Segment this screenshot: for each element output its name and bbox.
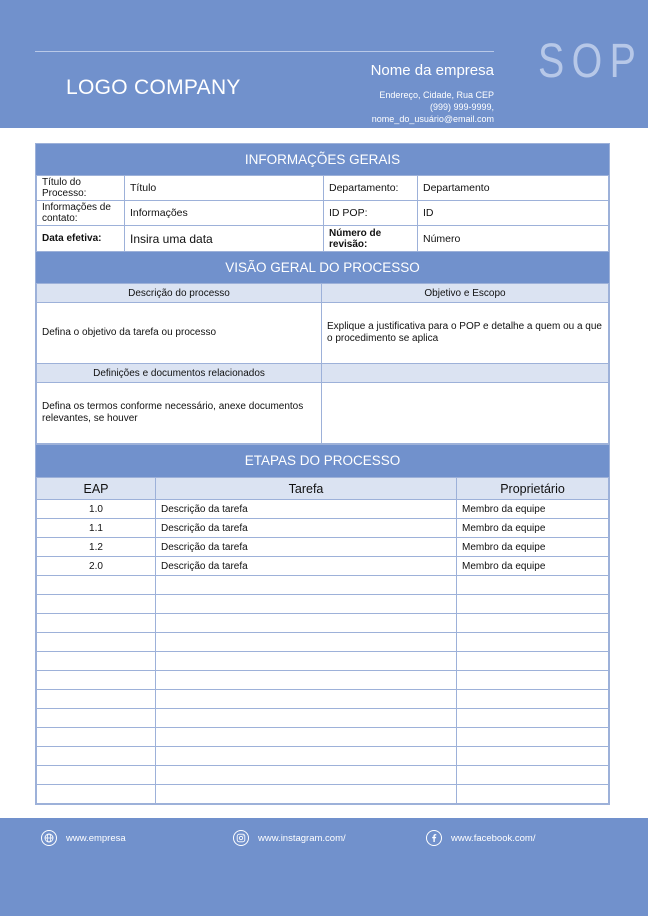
step-wbs-cell[interactable]	[37, 576, 156, 595]
company-contact	[372, 89, 494, 125]
step-row	[37, 671, 609, 690]
step-owner-cell[interactable]: Membro da equipe	[457, 500, 609, 519]
owner-header: Proprietário	[457, 478, 609, 500]
process-overview-table	[36, 283, 609, 444]
info-row	[37, 176, 609, 201]
step-wbs-cell[interactable]	[37, 766, 156, 785]
info-row	[37, 201, 609, 226]
process-title-field[interactable]: Título	[125, 176, 324, 201]
facebook-icon	[426, 830, 442, 846]
step-row	[37, 500, 609, 519]
revision-number-label: Número de revisão:	[324, 226, 418, 252]
step-task-cell[interactable]	[156, 709, 457, 728]
contact-info-label: Informações de contato:	[37, 201, 125, 226]
header-banner	[0, 0, 648, 128]
process-overview-title: VISÃO GERAL DO PROCESSO	[36, 252, 609, 283]
company-email: nome_do_usuário@email.com	[371, 114, 494, 124]
step-wbs-cell[interactable]: 1.0	[37, 500, 156, 519]
overview-body-row	[37, 303, 609, 364]
step-wbs-cell[interactable]	[37, 785, 156, 804]
step-task-cell[interactable]: Descrição da tarefa	[156, 500, 457, 519]
step-wbs-cell[interactable]: 2.0	[37, 557, 156, 576]
step-wbs-cell[interactable]: 1.2	[37, 538, 156, 557]
sop-id-field[interactable]: ID	[418, 201, 609, 226]
department-label: Departamento:	[324, 176, 418, 201]
effective-date-field[interactable]: Insira uma data	[125, 226, 324, 252]
step-row	[37, 519, 609, 538]
step-task-cell[interactable]	[156, 595, 457, 614]
step-owner-cell[interactable]	[457, 766, 609, 785]
process-overview-section	[35, 251, 610, 445]
company-address: Endereço, Cidade, Rua CEP	[379, 90, 494, 100]
footer-website-text: www.empresa	[66, 832, 126, 844]
process-steps-section	[35, 444, 610, 805]
step-row	[37, 709, 609, 728]
definitions-body-row	[37, 383, 609, 444]
step-owner-cell[interactable]	[457, 690, 609, 709]
step-task-cell[interactable]	[156, 652, 457, 671]
step-wbs-cell[interactable]	[37, 690, 156, 709]
step-wbs-cell[interactable]	[37, 671, 156, 690]
step-owner-cell[interactable]	[457, 709, 609, 728]
company-logo: LOGO COMPANY	[66, 76, 241, 99]
step-owner-cell[interactable]	[457, 652, 609, 671]
step-row	[37, 785, 609, 804]
step-owner-cell[interactable]	[457, 614, 609, 633]
definitions-subheader-row	[37, 364, 609, 383]
contact-info-field[interactable]: Informações	[125, 201, 324, 226]
step-row	[37, 747, 609, 766]
definitions-header: Definições e documentos relacionados	[37, 364, 322, 383]
step-owner-cell[interactable]: Membro da equipe	[457, 557, 609, 576]
steps-header-row	[37, 478, 609, 500]
definitions-field[interactable]: Defina os termos conforme necessário, anexe documentos relevantes, se houver	[37, 383, 322, 444]
step-row	[37, 595, 609, 614]
step-owner-cell[interactable]	[457, 747, 609, 766]
footer-instagram-text: www.instagram.com/	[258, 832, 346, 844]
header-divider	[35, 51, 494, 52]
step-row	[37, 576, 609, 595]
footer-banner	[0, 818, 648, 916]
effective-date-label: Data efetiva:	[37, 226, 125, 252]
step-wbs-cell[interactable]	[37, 728, 156, 747]
step-wbs-cell[interactable]: 1.1	[37, 519, 156, 538]
step-owner-cell[interactable]: Membro da equipe	[457, 519, 609, 538]
step-row	[37, 538, 609, 557]
step-task-cell[interactable]	[156, 785, 457, 804]
task-header: Tarefa	[156, 478, 457, 500]
objective-scope-header: Objetivo e Escopo	[322, 284, 609, 303]
step-task-cell[interactable]	[156, 728, 457, 747]
general-info-title: INFORMAÇÕES GERAIS	[36, 144, 609, 175]
company-phone: (999) 999-9999,	[429, 102, 494, 112]
step-owner-cell[interactable]	[457, 576, 609, 595]
process-description-header: Descrição do processo	[37, 284, 322, 303]
step-wbs-cell[interactable]	[37, 747, 156, 766]
step-owner-cell[interactable]	[457, 633, 609, 652]
footer-instagram[interactable]	[233, 830, 346, 846]
step-task-cell[interactable]	[156, 633, 457, 652]
footer-website[interactable]	[41, 830, 126, 846]
process-steps-table	[36, 477, 609, 804]
objective-scope-field[interactable]: Explique a justificativa para o POP e detalhe a quem ou a que o procedimento se aplica	[322, 303, 609, 364]
step-owner-cell[interactable]	[457, 595, 609, 614]
step-task-cell[interactable]	[156, 766, 457, 785]
step-task-cell[interactable]	[156, 671, 457, 690]
step-wbs-cell[interactable]	[37, 633, 156, 652]
info-row	[37, 226, 609, 252]
step-task-cell[interactable]	[156, 690, 457, 709]
process-steps-title: ETAPAS DO PROCESSO	[36, 445, 609, 477]
definitions-field-blank[interactable]	[322, 383, 609, 444]
wbs-header: EAP	[37, 478, 156, 500]
step-wbs-cell[interactable]	[37, 709, 156, 728]
step-wbs-cell[interactable]	[37, 614, 156, 633]
process-description-field[interactable]: Defina o objetivo da tarefa ou processo	[37, 303, 322, 364]
company-name: Nome da empresa	[370, 62, 494, 79]
footer-facebook-text: www.facebook.com/	[451, 832, 536, 844]
step-task-cell[interactable]: Descrição da tarefa	[156, 538, 457, 557]
step-row	[37, 557, 609, 576]
step-owner-cell[interactable]	[457, 785, 609, 804]
process-title-label: Título do Processo:	[37, 176, 125, 201]
footer-facebook[interactable]	[426, 830, 535, 846]
step-task-cell[interactable]: Descrição da tarefa	[156, 519, 457, 538]
step-task-cell[interactable]: Descrição da tarefa	[156, 557, 457, 576]
step-row	[37, 633, 609, 652]
instagram-icon	[233, 830, 249, 846]
general-info-table	[36, 175, 609, 252]
step-wbs-cell[interactable]	[37, 652, 156, 671]
step-task-cell[interactable]	[156, 614, 457, 633]
step-owner-cell[interactable]	[457, 728, 609, 747]
sop-id-label: ID POP:	[324, 201, 418, 226]
globe-icon	[41, 830, 57, 846]
step-row	[37, 766, 609, 785]
revision-number-field[interactable]: Número	[418, 226, 609, 252]
step-wbs-cell[interactable]	[37, 595, 156, 614]
definitions-header-blank	[322, 364, 609, 383]
overview-subheader-row	[37, 284, 609, 303]
step-row	[37, 614, 609, 633]
general-info-section	[35, 143, 610, 253]
step-task-cell[interactable]	[156, 576, 457, 595]
step-task-cell[interactable]	[156, 747, 457, 766]
sop-title: SOP	[538, 35, 644, 88]
step-owner-cell[interactable]: Membro da equipe	[457, 538, 609, 557]
department-field[interactable]: Departamento	[418, 176, 609, 201]
step-row	[37, 728, 609, 747]
step-row	[37, 690, 609, 709]
step-owner-cell[interactable]	[457, 671, 609, 690]
step-row	[37, 652, 609, 671]
